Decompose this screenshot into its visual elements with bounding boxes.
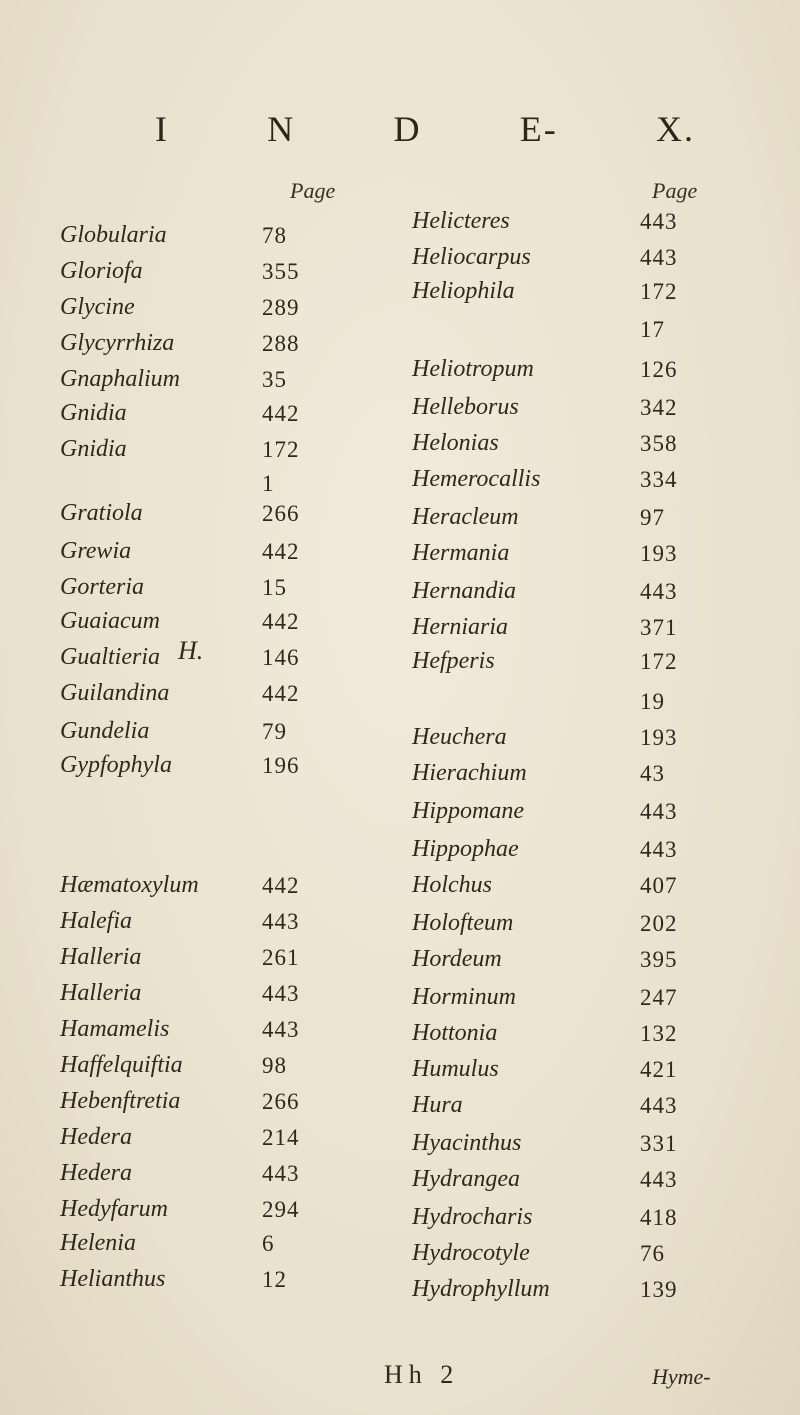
left-entry-name: Globularia [60,222,167,248]
left-entry-name: Helenia [60,1230,136,1256]
right-entry-page: 443 [640,1167,678,1192]
left-entry-name: Hedyfarum [60,1196,168,1222]
left-entry-page: 214 [262,1125,300,1150]
signature-mark: Hh 2 [384,1360,460,1389]
right-entry-name: Humulus [412,1056,499,1082]
right-entry-name: Hippomane [412,798,524,824]
left-entry-page: 172 [262,437,300,462]
left-entry-page: 442 [262,681,300,706]
right-entry-name: Hefperis [412,648,495,674]
left-entry-page: 289 [262,295,300,320]
right-entry-page: 172 [640,649,678,674]
left-entry-name: Gnidia [60,436,127,462]
right-entry-name: Hyacinthus [412,1130,522,1156]
left-entry-page: 443 [262,1161,300,1186]
left-entry-page: 288 [262,331,300,356]
right-entry-page: 443 [640,245,678,270]
right-entry-page: 342 [640,395,678,420]
left-entry-page: 442 [262,539,300,564]
header-letter-d: D [393,109,422,149]
header-letter-i: I [155,109,169,149]
right-entry-page: 358 [640,431,678,456]
right-entry-page: 443 [640,209,678,234]
left-entry-page: 443 [262,909,300,934]
right-entry-name: Hemerocallis [412,466,541,492]
left-entry-page: 261 [262,945,300,970]
right-entry-name: Heliocarpus [412,244,531,270]
right-entry-name: Horminum [412,984,517,1010]
left-entry-name: Glycyrrhiza [60,330,175,356]
left-entry-page: 79 [262,719,287,744]
right-entry-page: 172 [640,279,678,304]
right-entry-name: Holofteum [412,910,514,936]
right-entry-page: 97 [640,505,665,530]
right-entry-name: Hernandia [412,578,516,604]
right-entry-name: Hydrocotyle [412,1240,530,1266]
left-entry-page: 6 [262,1231,275,1256]
left-entry-page: 196 [262,753,300,778]
left-entry-page: 78 [262,223,287,248]
header-letter-e: E- [519,109,558,149]
left-entry-page: 12 [262,1267,287,1292]
right-entry-page: 202 [640,911,678,936]
left-page-column-head: Page [290,178,336,203]
right-entry-name: Heracleum [412,504,519,530]
left-entry-page: 15 [262,575,287,600]
right-entry-name: Hydrangea [412,1166,520,1192]
right-entry-page: 331 [640,1131,678,1156]
right-entry-page: 443 [640,799,678,824]
right-entry-name: Herniaria [412,614,508,640]
right-entry-name: Hordeum [412,946,502,972]
left-entry-name: Hæmatoxylum [60,872,199,898]
left-entry-name: Halefia [60,908,132,934]
right-entry-page: 395 [640,947,678,972]
right-entry-page: 193 [640,725,678,750]
catchword: Hyme- [652,1364,711,1389]
left-entry-name: Hebenftretia [60,1088,181,1114]
left-entry-name: Haffelquiftia [60,1052,183,1078]
left-entry-name: Grewia [60,538,132,564]
right-entry-page: 43 [640,761,665,786]
right-entry-name: Hottonia [412,1020,498,1046]
left-entry-page: 442 [262,609,300,634]
left-entry-name: Gnidia [60,400,127,426]
right-entry-page: 407 [640,873,678,898]
left-entry-name: Gnaphalium [60,366,180,392]
left-entry-page: 355 [262,259,300,284]
right-entry-name: Hippophae [412,836,519,862]
left-entry-page: 1 [262,471,275,496]
right-entry-name: Hierachium [412,760,527,786]
right-page-column-head: Page [652,178,698,203]
header-letter-x: X. [655,109,695,149]
left-entry-name: Gundelia [60,718,150,744]
left-entry-name: Helianthus [60,1266,166,1292]
left-entry-name: Gratiola [60,500,143,526]
right-entry-page: 139 [640,1277,678,1302]
left-entry-page: 294 [262,1197,300,1222]
left-entry-name: Gorteria [60,574,144,600]
left-entry-name: Glycine [60,294,135,320]
left-entry-name: Hedera [60,1124,132,1150]
right-entry-name: Hermania [412,540,510,566]
left-entry-page: 266 [262,1089,300,1114]
right-entry-name: Holchus [412,872,492,898]
right-entry-page: 418 [640,1205,678,1230]
left-entry-name: Gypfophyla [60,752,172,778]
left-entry-page: 442 [262,873,300,898]
right-entry-page: 421 [640,1057,678,1082]
right-entry-name: Heliotropum [412,356,534,382]
left-entry-page: 146 [262,645,300,670]
left-entry-page: 443 [262,1017,300,1042]
left-entry-page: 266 [262,501,300,526]
right-entry-page: 193 [640,541,678,566]
left-entry-name: Guaiacum [60,608,160,634]
left-entry-name: Hedera [60,1160,132,1186]
left-entry-page: 442 [262,401,300,426]
right-entry-page: 19 [640,689,665,714]
right-entry-name: Hura [412,1092,463,1118]
right-entry-name: Heuchera [412,724,507,750]
left-entry-page: 35 [262,367,287,392]
right-entry-page: 443 [640,1093,678,1118]
right-entry-page: 334 [640,467,678,492]
left-entry-page: 98 [262,1053,287,1078]
right-entry-page: 247 [640,985,678,1010]
right-entry-page: 126 [640,357,678,382]
right-entry-name: Helicteres [412,208,510,234]
right-entry-name: Hydrocharis [412,1204,533,1230]
right-entry-name: Heliophila [412,278,515,304]
left-entry-name: Gloriofa [60,258,143,284]
header-letter-n: N [267,109,296,149]
left-entry-name: Halleria [60,944,142,970]
index-header [155,108,695,150]
left-entry-name: Guilandina [60,680,170,706]
right-entry-page: 132 [640,1021,678,1046]
right-entry-name: Hydrophyllum [412,1276,550,1302]
right-entry-page: 17 [640,317,665,342]
left-entry-name: Hamamelis [60,1016,170,1042]
right-entry-page: 76 [640,1241,665,1266]
right-entry-page: 443 [640,579,678,604]
section-label-h: H. [178,636,204,665]
left-entry-name: Halleria [60,980,142,1006]
right-entry-name: Helleborus [412,394,519,420]
left-entry-page: 443 [262,981,300,1006]
right-entry-name: Helonias [412,430,499,456]
right-entry-page: 443 [640,837,678,862]
left-entry-name: Gualtieria [60,644,160,670]
right-entry-page: 371 [640,615,678,640]
